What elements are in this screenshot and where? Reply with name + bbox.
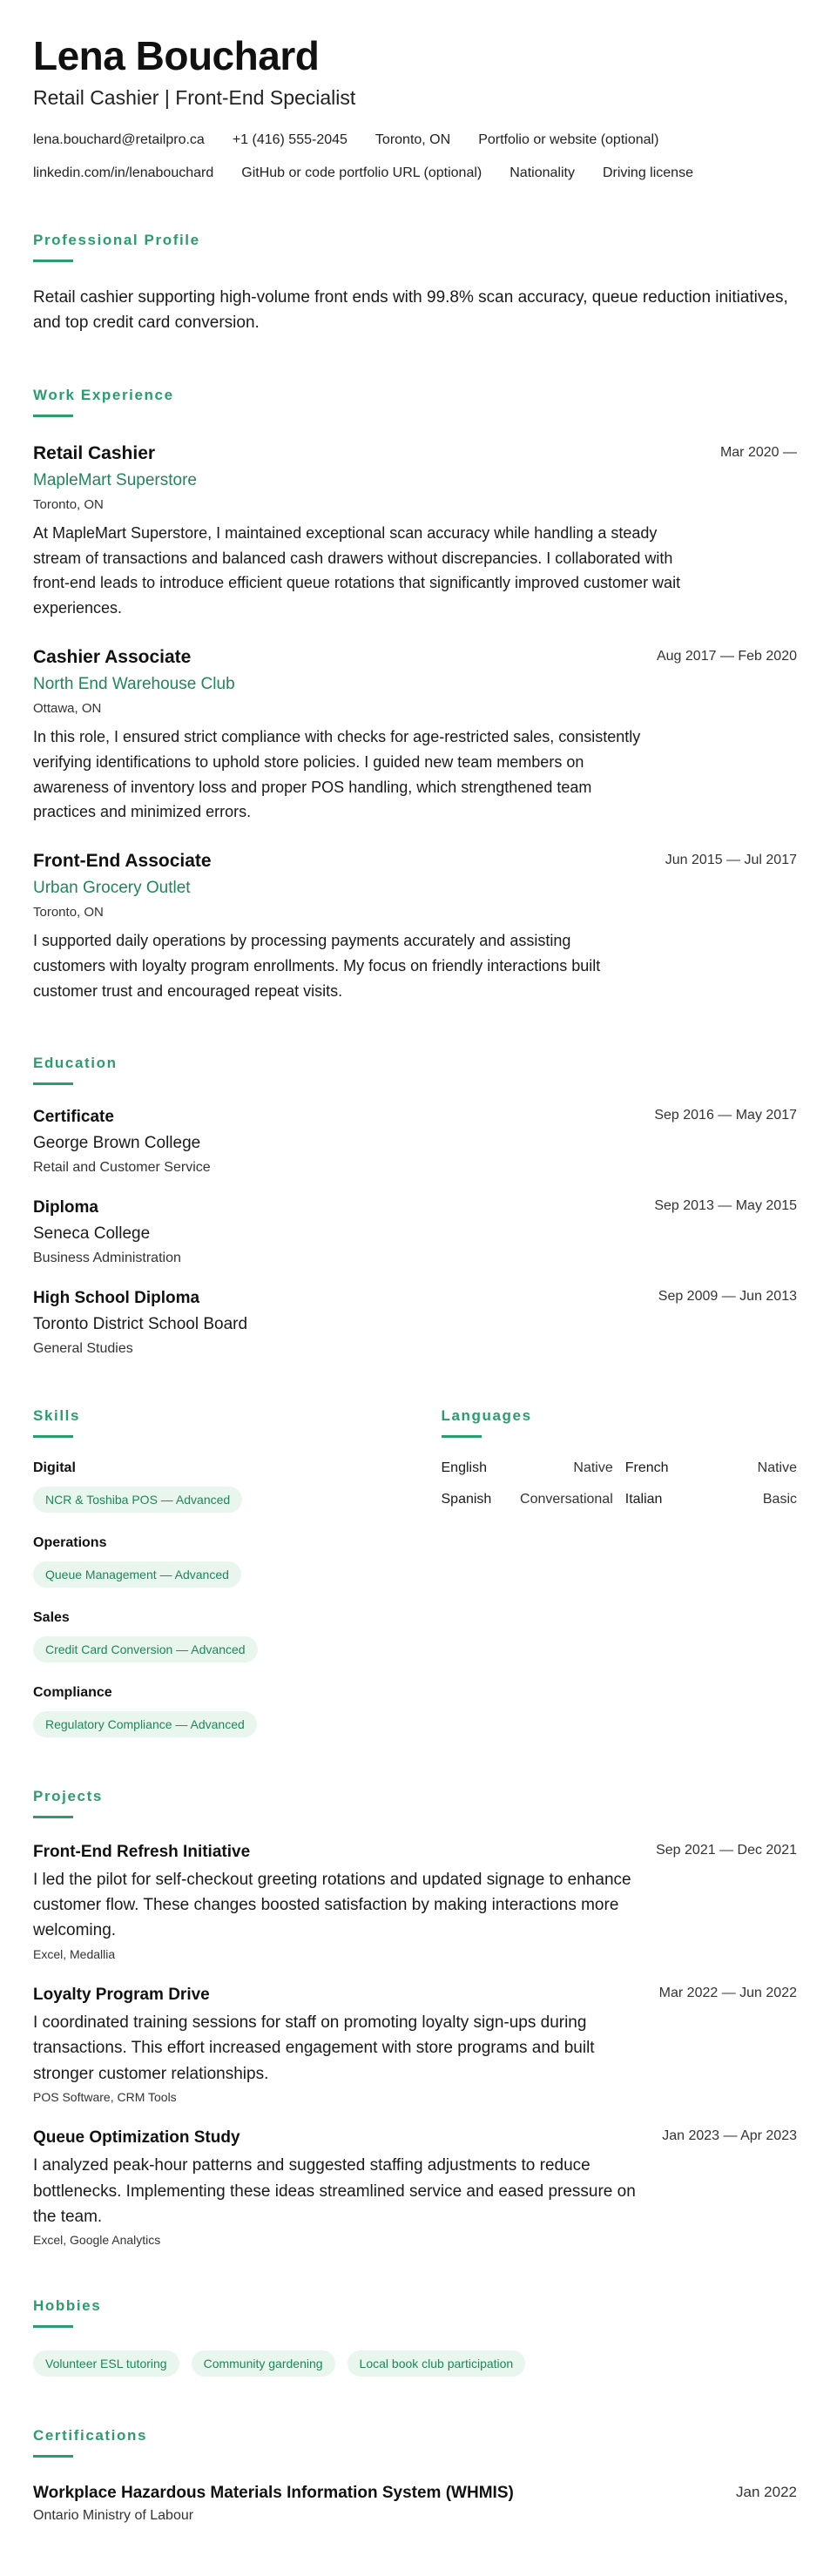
section-divider: [33, 2325, 73, 2328]
contact-row-2: [33, 165, 797, 181]
project-description: I led the pilot for self-checkout greeting rotations and updated signage to enhance customer flow. These changes boosted satisfaction by making interactions more welcoming.: [33, 1870, 631, 1940]
project-description: I analyzed peak-hour patterns and suggested staffing adjustments to reduce bottlenecks. Implementing these ideas streamlined service and eased pressure on the team.: [33, 2156, 636, 2227]
job-location: Toronto, ON: [33, 496, 104, 512]
languages-section: [442, 1407, 798, 1737]
job-title: Cashier Associate: [33, 646, 192, 667]
hobby-list: [33, 2340, 797, 2377]
contact-row-1: [33, 132, 797, 148]
job-entry: [33, 443, 797, 621]
project-date: Mar 2022 — Jun 2022: [658, 1985, 797, 2000]
skill-tag: Regulatory Compliance — Advanced: [33, 1711, 257, 1737]
certification-name: Workplace Hazardous Materials Information System (WHMIS): [33, 2484, 514, 2503]
section-divider: [33, 1435, 73, 1438]
education-school: Seneca College: [33, 1224, 151, 1243]
certification-issuer: Ontario Ministry of Labour: [33, 2508, 194, 2524]
section-divider: [33, 1082, 73, 1085]
contact-portfolio[interactable]: Portfolio or website (optional): [478, 131, 659, 147]
section-heading: Work Experience: [33, 386, 174, 403]
project-date: Sep 2021 — Dec 2021: [656, 1842, 797, 1858]
contact-phone[interactable]: +1 (416) 555-2045: [232, 131, 348, 147]
section-divider: [33, 2455, 73, 2458]
skill-category: [33, 1535, 389, 1588]
resume-header: [33, 33, 797, 181]
language-item: [625, 1460, 797, 1476]
language-level: Basic: [762, 1491, 797, 1507]
project-tools: POS Software, CRM Tools: [33, 2090, 177, 2105]
job-description: At MapleMart Superstore, I maintained exceptional scan accuracy while handling a steady stream of transactions and balanced cash drawers without discrepancies. I collaborated with front-end leads to introduce efficient queue rotations that significantly improved customer wait experiences.: [33, 523, 681, 617]
contact-driving-license: Driving license: [602, 165, 693, 180]
education-field: Retail and Customer Service: [33, 1159, 211, 1175]
experience-section: [33, 387, 797, 1004]
skill-category: [33, 1610, 389, 1662]
job-entry: [33, 647, 797, 825]
language-item: [625, 1492, 797, 1507]
contact-email[interactable]: lena.bouchard@retailpro.ca: [33, 131, 205, 147]
skill-category-name: Sales: [33, 1609, 70, 1625]
education-date: Sep 2016 — May 2017: [654, 1107, 797, 1123]
education-degree: Certificate: [33, 1107, 114, 1126]
section-heading: Skills: [33, 1406, 81, 1424]
job-title: Front-End Associate: [33, 851, 212, 872]
job-date: Jun 2015 — Jul 2017: [665, 853, 797, 868]
profile-summary: Retail cashier supporting high-volume front ends with 99.8% scan accuracy, queue reduction initiatives, and top credit card conversion.: [33, 287, 788, 333]
projects-section: [33, 1788, 797, 2248]
language-item: [442, 1492, 613, 1507]
language-name: French: [624, 1460, 669, 1475]
project-entry: [33, 2128, 797, 2247]
skill-category-name: Operations: [33, 1534, 107, 1550]
education-date: Sep 2009 — Jun 2013: [658, 1288, 797, 1304]
project-entry: [33, 1986, 797, 2104]
skill-tag: Queue Management — Advanced: [33, 1561, 241, 1588]
education-degree: Diploma: [33, 1197, 98, 1217]
section-divider: [33, 260, 73, 262]
skill-category: [33, 1460, 389, 1513]
language-level: Conversational: [520, 1491, 613, 1507]
language-name: English: [441, 1460, 487, 1475]
section-divider: [33, 415, 73, 417]
education-entry: [33, 1108, 797, 1176]
job-description: In this role, I ensured strict compliance with checks for age-restricted sales, consistently verifying identifications to uphold store policies. I guided new team members on awareness of inventory loss and proper POS handling, which strengthened team practices and minimized errors.: [33, 727, 641, 821]
section-heading: Projects: [33, 1787, 103, 1804]
section-divider: [442, 1435, 482, 1438]
certification-date: Jan 2022: [736, 2484, 797, 2501]
job-company: Urban Grocery Outlet: [33, 879, 191, 898]
contact-linkedin[interactable]: linkedin.com/in/lenabouchard: [33, 165, 214, 180]
skill-tag: Credit Card Conversion — Advanced: [33, 1636, 258, 1662]
profile-section: [33, 232, 797, 336]
job-entry: [33, 851, 797, 1003]
contact-location: Toronto, ON: [375, 131, 451, 147]
job-description: I supported daily operations by processing payments accurately and assisting customers with loyalty program enrollments. My focus on friendly interactions built customer trust and encouraged repeat visits.: [33, 932, 601, 1000]
hobby-tag: Volunteer ESL tutoring: [33, 2350, 179, 2377]
language-item: [442, 1460, 613, 1476]
project-name: Queue Optimization Study: [33, 2128, 240, 2148]
education-school: George Brown College: [33, 1133, 201, 1152]
section-heading: Certifications: [33, 2427, 148, 2445]
job-location: Ottawa, ON: [33, 700, 102, 716]
candidate-title: Retail Cashier | Front-End Specialist: [33, 85, 356, 109]
education-field: Business Administration: [33, 1250, 181, 1265]
education-degree: High School Diploma: [33, 1288, 200, 1307]
contact-nationality: Nationality: [509, 165, 575, 180]
project-name: Loyalty Program Drive: [33, 1985, 210, 2004]
job-company: North End Warehouse Club: [33, 674, 235, 693]
education-field: General Studies: [33, 1340, 133, 1356]
section-heading: Education: [33, 1054, 118, 1071]
education-section: [33, 1055, 797, 1357]
hobby-tag: Local book club participation: [348, 2350, 526, 2377]
hobbies-section: [33, 2297, 797, 2377]
language-name: Italian: [624, 1491, 663, 1507]
section-heading: Hobbies: [33, 2297, 102, 2315]
language-name: Spanish: [441, 1491, 492, 1507]
education-entry: [33, 1289, 797, 1357]
education-entry: [33, 1198, 797, 1266]
education-school: Toronto District School Board: [33, 1314, 248, 1333]
section-divider: [33, 1816, 73, 1818]
certifications-section: [33, 2427, 797, 2524]
hobby-tag: Community gardening: [192, 2350, 335, 2377]
job-location: Toronto, ON: [33, 905, 104, 920]
project-description: I coordinated training sessions for staff on promoting loyalty sign-ups during transactions. This effort increased engagement with store programs and built stronger customer relationships.: [33, 2013, 595, 2083]
language-grid: [442, 1460, 798, 1507]
job-date: Aug 2017 — Feb 2020: [656, 648, 797, 664]
education-date: Sep 2013 — May 2015: [654, 1197, 797, 1213]
candidate-name: Lena Bouchard: [33, 33, 320, 78]
certification-entry: [33, 2484, 797, 2524]
language-level: Native: [757, 1460, 797, 1475]
skill-tag: NCR & Toshiba POS — Advanced: [33, 1487, 242, 1513]
language-level: Native: [573, 1460, 613, 1475]
job-title: Retail Cashier: [33, 442, 156, 463]
skill-category: [33, 1685, 389, 1737]
job-date: Mar 2020 —: [719, 444, 797, 460]
project-name: Front-End Refresh Initiative: [33, 1842, 251, 1861]
contact-github[interactable]: GitHub or code portfolio URL (optional): [241, 165, 482, 180]
skills-languages-row: [33, 1407, 797, 1737]
section-heading: Professional Profile: [33, 231, 200, 248]
section-heading: Languages: [441, 1406, 532, 1424]
project-entry: [33, 1843, 797, 1961]
skills-section: [33, 1407, 389, 1737]
project-tools: Excel, Google Analytics: [33, 2233, 161, 2248]
project-date: Jan 2023 — Apr 2023: [662, 2128, 797, 2144]
skill-category-name: Digital: [33, 1460, 76, 1475]
job-company: MapleMart Superstore: [33, 470, 197, 489]
skill-category-name: Compliance: [33, 1684, 112, 1700]
project-tools: Excel, Medallia: [33, 1946, 116, 1961]
